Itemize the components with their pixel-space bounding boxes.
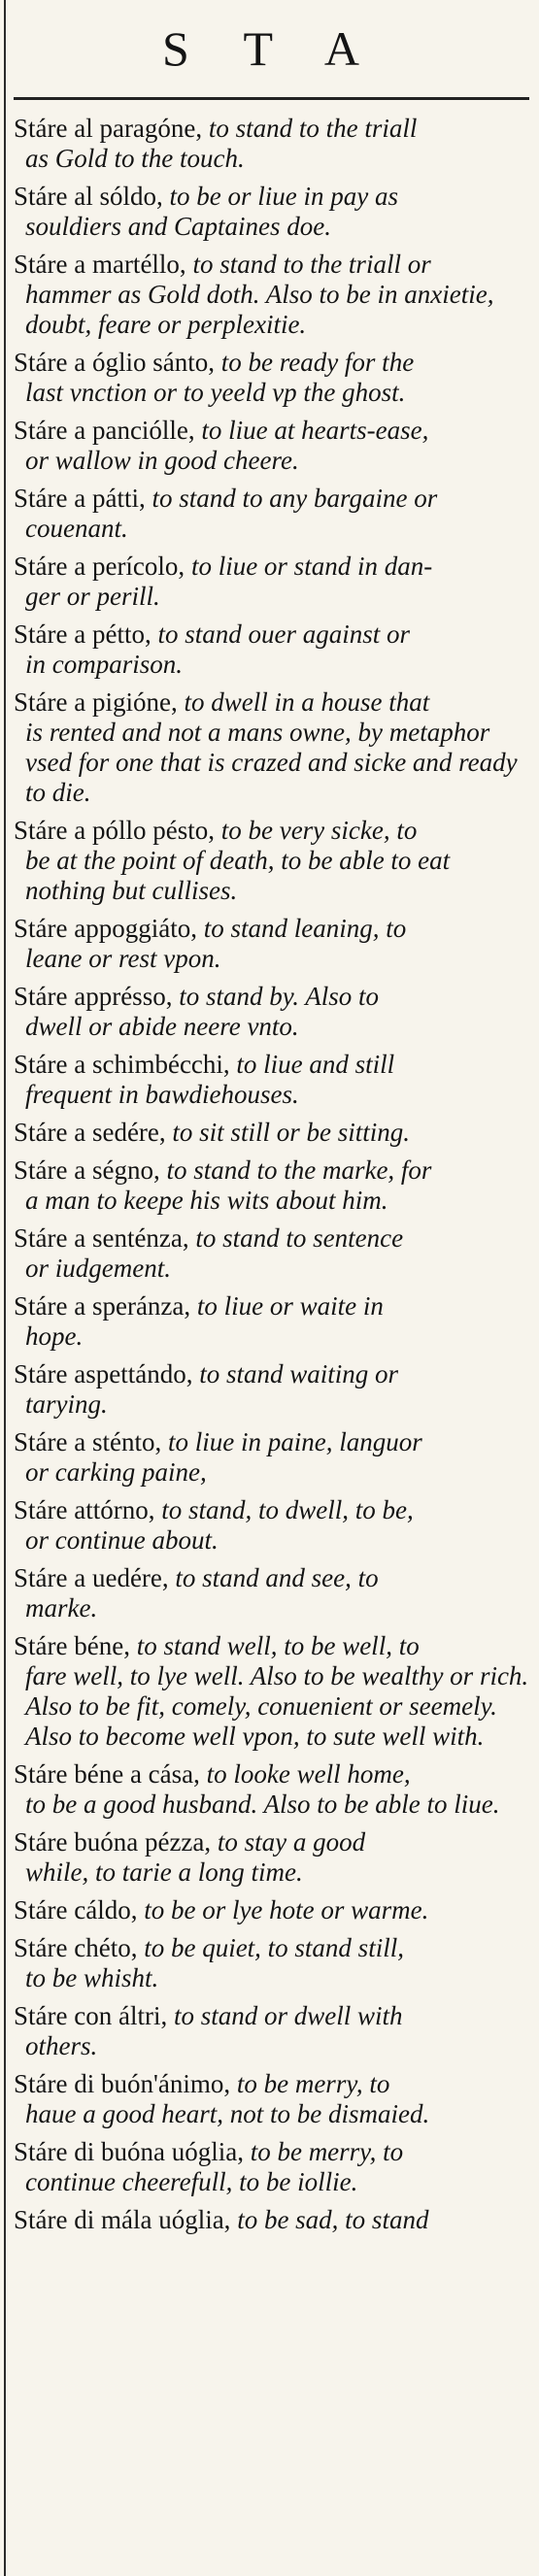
entry-definition: to be ready for the xyxy=(220,348,415,377)
entry-headword: Stáre a pigióne, xyxy=(14,687,178,717)
entry-headword: Stáre al paragóne, xyxy=(14,114,203,143)
dictionary-entry xyxy=(14,182,529,242)
entry-definition-continuation: is rented and not a mans owne, by metaphor vsed for one that is crazed and sicke and ready to die. xyxy=(25,718,518,807)
entry-definition: to stand to the triall or xyxy=(192,250,431,279)
entry-headword: Stáre a schimbécchi, xyxy=(14,1050,230,1079)
entry-headword: Stáre attórno, xyxy=(14,1495,155,1524)
entry-definition-continuation: dwell or abide neere vnto. xyxy=(25,1012,299,1041)
dictionary-entry xyxy=(14,416,529,476)
entry-definition: to stand to sentence xyxy=(195,1223,404,1253)
entry-headword: Stáre cáldo, xyxy=(14,1895,138,1924)
entry-headword: Stáre a sténto, xyxy=(14,1427,162,1456)
entry-definition-continuation: while, to tarie a long time. xyxy=(25,1857,303,1887)
entry-definition-continuation: last vnction or to yeeld vp the ghost. xyxy=(25,378,406,407)
dictionary-entry xyxy=(14,1050,529,1110)
entry-definition: to stand or dwell with xyxy=(173,2001,403,2030)
dictionary-entry xyxy=(14,1563,529,1623)
entry-definition-continuation: in comparison. xyxy=(25,650,183,679)
entry-definition-continuation: a man to keepe his wits about him. xyxy=(25,1186,388,1215)
entry-definition: to stand and see, to xyxy=(175,1563,379,1592)
header-rule xyxy=(14,97,529,100)
entry-definition-continuation: marke. xyxy=(25,1593,98,1623)
entry-definition: to stay a good xyxy=(217,1827,366,1857)
entry-list xyxy=(14,114,529,2235)
entry-headword: Stáre buóna pézza, xyxy=(14,1827,212,1857)
entry-definition: to be sad, to stand xyxy=(237,2205,429,2234)
entry-headword: Stáre di mála uóglia, xyxy=(14,2205,231,2234)
dictionary-entry xyxy=(14,1631,529,1752)
entry-headword: Stáre a senténza, xyxy=(14,1223,189,1253)
entry-definition: to stand ouer against or xyxy=(157,619,410,649)
entry-headword: Stáre di buóna uóglia, xyxy=(14,2137,244,2166)
entry-definition: to be or lye hote or warme. xyxy=(144,1895,429,1924)
entry-definition-continuation: leane or rest vpon. xyxy=(25,944,221,973)
dictionary-entry xyxy=(14,1495,529,1556)
dictionary-entry xyxy=(14,1759,529,1820)
entry-definition: to liue and still xyxy=(236,1050,395,1079)
entry-definition-continuation: or continue about. xyxy=(25,1525,219,1555)
dictionary-entry xyxy=(14,982,529,1042)
dictionary-entry xyxy=(14,1359,529,1420)
entry-definition-continuation: souldiers and Captaines doe. xyxy=(25,212,331,241)
dictionary-entry xyxy=(14,1895,529,1925)
entry-definition-continuation: hammer as Gold doth. Also to be in anxietie, doubt, feare or perplexitie. xyxy=(25,280,494,339)
entry-definition: to dwell in a house that xyxy=(184,687,430,717)
entry-headword: Stáre a ségno, xyxy=(14,1155,160,1185)
entry-definition-continuation: frequent in bawdiehouses. xyxy=(25,1080,299,1109)
entry-definition-continuation: couenant. xyxy=(25,514,128,543)
entry-headword: Stáre appoggiáto, xyxy=(14,914,197,943)
entry-definition-continuation: haue a good heart, not to be dismaied. xyxy=(25,2099,430,2128)
entry-headword: Stáre a pátti, xyxy=(14,484,146,513)
entry-headword: Stáre di buón'ánimo, xyxy=(14,2069,231,2098)
entry-definition-continuation: hope. xyxy=(25,1321,84,1351)
entry-definition: to be or liue in pay as xyxy=(169,182,398,211)
entry-headword: Stáre a martéllo, xyxy=(14,250,186,279)
dictionary-entry xyxy=(14,1223,529,1284)
entry-headword: Stáre a póllo pésto, xyxy=(14,816,215,845)
entry-definition: to stand to any bargaine or xyxy=(152,484,438,513)
entry-definition: to liue or stand in dan- xyxy=(190,552,433,581)
dictionary-entry xyxy=(14,2001,529,2061)
entry-headword: Stáre a pétto, xyxy=(14,619,152,649)
entry-definition: to stand to the marke, for xyxy=(166,1155,432,1185)
entry-definition: to liue in paine, languor xyxy=(167,1427,422,1456)
dictionary-entry xyxy=(14,1827,529,1888)
entry-headword: Stáre a panciólle, xyxy=(14,416,195,445)
entry-definition: to stand waiting or xyxy=(199,1359,398,1388)
dictionary-entry xyxy=(14,2205,529,2235)
entry-definition: to be quiet, to stand still, xyxy=(144,1933,404,1962)
entry-definition: to be merry, to xyxy=(250,2137,404,2166)
entry-headword: Stáre a sedére, xyxy=(14,1118,166,1147)
entry-definition: to stand to the triall xyxy=(208,114,418,143)
entry-headword: Stáre a perícolo, xyxy=(14,552,185,581)
entry-definition: to stand, to dwell, to be, xyxy=(161,1495,414,1524)
entry-definition: to sit still or be sitting. xyxy=(172,1118,410,1147)
entry-headword: Stáre con áltri, xyxy=(14,2001,168,2030)
entry-headword: Stáre appréssо, xyxy=(14,982,173,1011)
entry-definition: to liue or waite in xyxy=(196,1291,384,1321)
entry-definition-continuation: tarying. xyxy=(25,1389,108,1419)
dictionary-entry xyxy=(14,1118,529,1148)
dictionary-entry xyxy=(14,1291,529,1352)
entry-definition-continuation: to be a good husband. Also to be able to liue. xyxy=(25,1790,500,1819)
entry-definition-continuation: or carking paine, xyxy=(25,1457,207,1487)
entry-headword: Stáre a speránza, xyxy=(14,1291,191,1321)
entry-definition: to stand leaning, to xyxy=(203,914,407,943)
entry-definition: to looke well home, xyxy=(206,1759,411,1789)
left-column-rule xyxy=(4,0,6,2576)
dictionary-entry xyxy=(14,1933,529,1993)
dictionary-entry xyxy=(14,914,529,974)
dictionary-entry xyxy=(14,1427,529,1488)
entry-definition: to stand well, to be well, to xyxy=(136,1631,420,1660)
entry-definition: to be merry, to xyxy=(236,2069,390,2098)
entry-definition-continuation: be at the point of death, to be able to eat nothing but cullises. xyxy=(25,846,451,905)
entry-definition-continuation: fare well, to lye well. Also to be wealthy or rich. Also to be fit, comely, conuenient or seemely. Also to become well vpon, to sute well with. xyxy=(25,1661,529,1751)
entry-definition-continuation: continue cheerefull, to be iollie. xyxy=(25,2167,358,2196)
entry-definition: to be very sicke, to xyxy=(220,816,418,845)
entry-definition-continuation: ger or perill. xyxy=(25,582,160,611)
dictionary-entry xyxy=(14,816,529,906)
entry-definition: to stand by. Also to xyxy=(179,982,379,1011)
entry-headword: Stáre a uedére, xyxy=(14,1563,169,1592)
entry-headword: Stáre chéto, xyxy=(14,1933,138,1962)
entry-definition-continuation: or iudgement. xyxy=(25,1254,171,1283)
entry-definition-continuation: others. xyxy=(25,2031,98,2060)
entry-headword: Stáre al sóldo, xyxy=(14,182,163,211)
dictionary-entry xyxy=(14,484,529,544)
dictionary-entry xyxy=(14,2137,529,2197)
entry-headword: Stáre béne a cása, xyxy=(14,1759,200,1789)
entry-definition-continuation: or wallow in good cheere. xyxy=(25,446,299,475)
dictionary-entry xyxy=(14,250,529,340)
entry-headword: Stáre béne, xyxy=(14,1631,130,1660)
entry-headword: Stáre a óglio sánto, xyxy=(14,348,215,377)
dictionary-entry xyxy=(14,2069,529,2129)
dictionary-entry xyxy=(14,114,529,174)
entry-definition-continuation: to be whisht. xyxy=(25,1963,159,1992)
page-header: S T A xyxy=(162,21,381,76)
dictionary-entry xyxy=(14,619,529,680)
dictionary-entry xyxy=(14,348,529,408)
dictionary-entry xyxy=(14,552,529,612)
entry-definition: to liue at hearts-ease, xyxy=(201,416,429,445)
entry-definition-continuation: as Gold to the touch. xyxy=(25,144,245,173)
dictionary-entry xyxy=(14,687,529,808)
dictionary-entry xyxy=(14,1155,529,1216)
entry-headword: Stáre aspettándo, xyxy=(14,1359,193,1388)
